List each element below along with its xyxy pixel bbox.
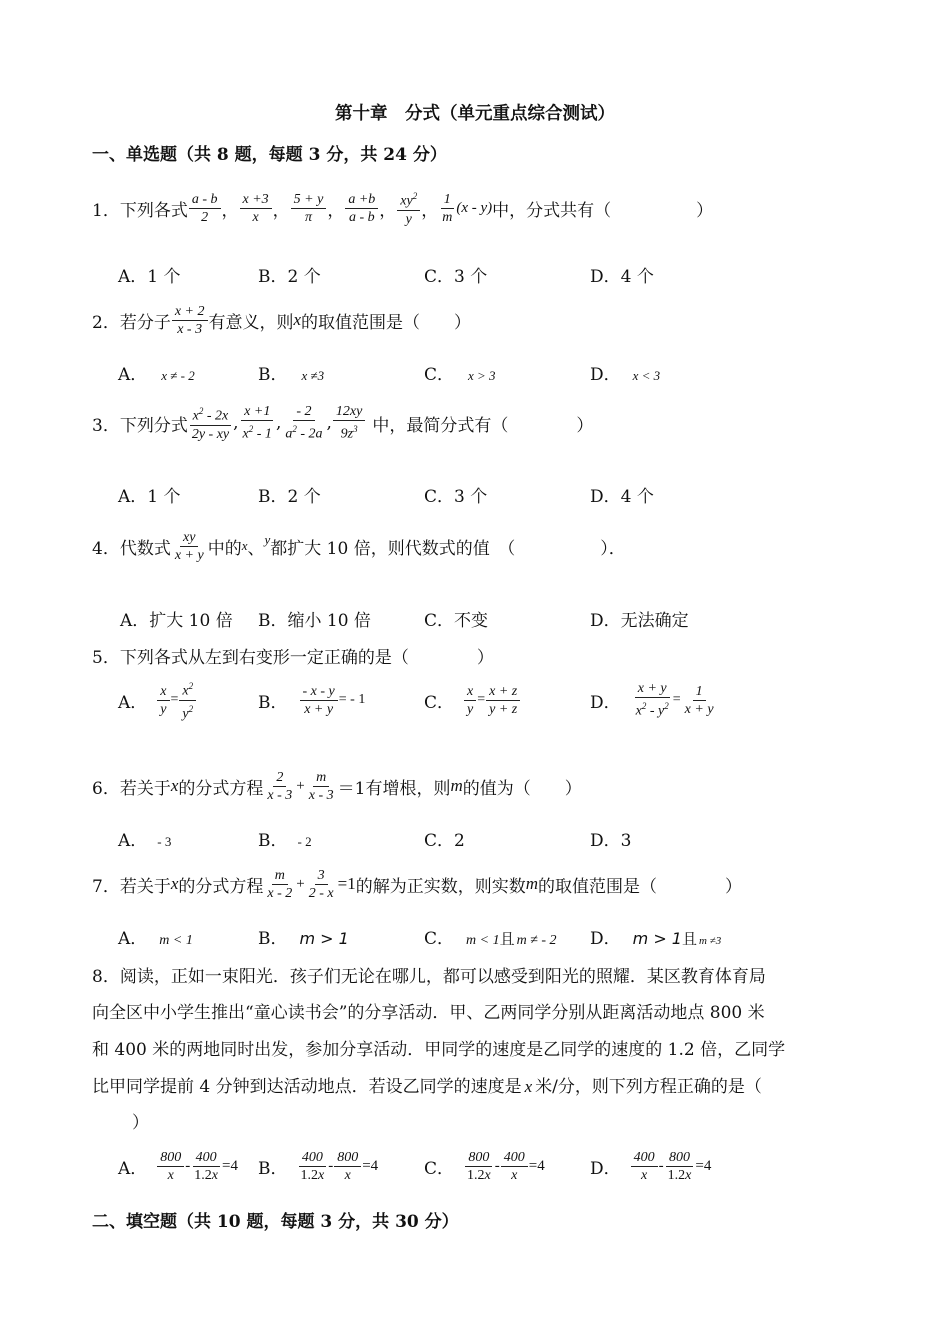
q7-option-b	[258, 924, 349, 949]
q4-suffix: 都扩大 10 倍，则代数式的值 （ ）．	[270, 538, 626, 559]
section-heading-2: 二、填空题（共 10 题，每题 3 分，共 30 分）	[92, 1212, 459, 1232]
q8-c-frac1: $\frac{800}{1.2x}$	[467, 1149, 491, 1183]
q2-option-d-math: x < 3	[632, 368, 661, 383]
q8-option-c-label: C．	[424, 1158, 455, 1179]
q4-option-c: C．不变	[424, 611, 489, 631]
q7-fraction-1: $\frac{m}{x - 2}$	[267, 867, 293, 901]
q6-post1: 有增根，则	[365, 778, 451, 799]
q2-option-c-math: x > 3	[468, 368, 496, 383]
q1-fraction-1: $\frac{a - b}{2}$	[189, 191, 221, 226]
q5-d-rhs: $\frac{1}{x + y}$	[684, 683, 714, 717]
question-6: 6．若关于 x 的分式方程 $\frac{2}{x - 3}$ + $\frac{m}{x - 3}$ ＝1 有增根，则 m 的值为（ ）	[92, 769, 582, 803]
q6-option-b	[258, 826, 312, 851]
q8-line-1: 8．阅读，正如一束阳光．孩子们无论在哪儿，都可以感受到阳光的照耀．某区教育体育局	[92, 967, 766, 987]
q7-option-c	[424, 924, 557, 949]
q6-option-a-label: A．	[118, 831, 148, 851]
q7-option-d	[590, 924, 721, 949]
q6-eq: ＝1	[337, 778, 366, 799]
q6-option-a	[118, 826, 171, 851]
q1-option-d: D．4 个	[590, 267, 654, 287]
q3-option-b: B．2 个	[258, 487, 321, 507]
q4-option-d: D．无法确定	[590, 611, 689, 631]
q3-fraction-2: $\frac{x +1}{x^2 - 1}$	[242, 404, 272, 442]
q7-fraction-2: $\frac{3}{2 - x}$	[308, 867, 334, 901]
q5-option-a: A． $\frac{x}{y}$ = $\frac{x^2}{y^2}$	[118, 676, 197, 724]
question-1: 1．下列各式 $\frac{a - b}{2}$ ， $\frac{x +3}{x}$ ， $\frac{5 + y}{\pi}$ ， $\frac{a +b}{a - b}$ ， $\frac{xy^2}{y}$ ， $\frac{1}{m}$ (x - y) 中，分式共有（ ）	[92, 176, 713, 240]
q3-suffix: 中，最简分式有（ ）	[372, 415, 594, 436]
q8-d-frac1: $\frac{400}{x}$	[631, 1149, 658, 1184]
q8-line-2: 向全区中小学生推出“童心读书会”的分享活动．甲、乙两同学分别从距离活动地点 800 米	[92, 1003, 765, 1023]
q2-option-a	[118, 360, 195, 385]
q7-m: m	[525, 874, 538, 893]
q7-option-c-label: C．	[424, 929, 455, 949]
q8-option-a: A． $\frac{800}{x}$ - $\frac{400}{1.2x}$ =4	[118, 1149, 238, 1183]
q8-line-3: 和 400 米的两地同时出发，参加分享活动．甲同学的速度是乙同学的速度的 1.2 倍，乙同学	[92, 1040, 786, 1060]
q4-option-a: A．扩大 10 倍	[120, 611, 233, 631]
q6-prefix: 6．若关于	[92, 778, 171, 799]
q7-option-d-conj: 且	[681, 930, 697, 948]
q7-prefix: 7．若关于	[92, 876, 171, 897]
q5-option-d-label: D．	[590, 692, 621, 713]
q7-option-b-label: B．	[258, 929, 288, 949]
q3-option-c: C．3 个	[424, 487, 488, 507]
q8-line-4b: 米/分，则下列方程正确的是（	[535, 1077, 762, 1097]
page-title: 第十章 分式（单元重点综合测试）	[335, 104, 615, 124]
q2-option-d-label: D．	[590, 365, 621, 385]
q8-option-d: D． $\frac{400}{x}$ - $\frac{800}{1.2x}$ =4	[590, 1149, 712, 1183]
q1-option-b: B．2 个	[258, 267, 321, 287]
q6-var: x	[170, 776, 179, 795]
q5-option-b: B． $\frac{- x - y}{x + y}$ = - 1	[258, 683, 366, 717]
q4-sep: 、	[247, 538, 265, 559]
q2-option-c-label: C．	[424, 365, 455, 385]
q6-option-d: D．3	[590, 831, 632, 851]
q2-option-a-math: x ≠ - 2	[161, 368, 195, 383]
q4-option-b: B．缩小 10 倍	[258, 611, 371, 631]
q2-option-b-label: B．	[258, 365, 288, 385]
question-4	[92, 516, 626, 576]
q1-fraction-3: $\frac{5 + y}{\pi}$	[291, 191, 327, 226]
q8-c-frac2: $\frac{400}{x}$	[501, 1149, 528, 1184]
q3-fraction-4: $\frac{12xy}{9z^3}$	[333, 403, 365, 443]
q1-option-a: A．1 个	[118, 267, 181, 287]
q6-mid: 的分式方程	[178, 778, 264, 799]
q7-option-b-math: m > 1	[299, 929, 349, 948]
section-heading-1: 一、单选题（共 8 题，每题 3 分，共 24 分）	[92, 145, 447, 165]
q2-option-a-label: A．	[118, 365, 148, 385]
q3-prefix: 3．下列分式	[92, 415, 188, 436]
q1-prefix: 1．下列各式	[92, 200, 188, 221]
q8-a-frac1: $\frac{800}{x}$	[157, 1149, 184, 1184]
q7-option-a-label: A．	[118, 929, 148, 949]
q7-option-d-label: D．	[590, 929, 621, 949]
q2-mid: 有意义，则	[208, 312, 294, 333]
q5-option-d: D． $\frac{x + y}{x^2 - y^2}$ = $\frac{1}{x + y}$	[590, 676, 718, 724]
q1-suffix: 中，分式共有（ ）	[492, 200, 714, 221]
q8-d-frac2: $\frac{800}{1.2x}$	[667, 1149, 692, 1183]
q8-line-5: ）	[132, 1113, 149, 1133]
q5-b-lhs: $\frac{- x - y}{x + y}$	[300, 683, 338, 718]
q7-mid: 的分式方程	[178, 876, 264, 897]
q4-var-x: x	[241, 538, 248, 553]
q2-option-b-math: x ≠3	[301, 368, 325, 383]
q8-a-frac2: $\frac{400}{1.2x}$	[194, 1149, 218, 1183]
q3-option-d: D．4 个	[590, 487, 654, 507]
q2-prefix: 2．若分子	[92, 312, 171, 333]
q1-fraction-4: $\frac{a +b}{a - b}$	[345, 191, 378, 226]
q6-option-a-math: - 3	[157, 834, 172, 849]
q5-a-lhs: $\frac{x}{y}$	[157, 683, 169, 718]
q8-b-frac1: $\frac{400}{1.2x}$	[300, 1149, 325, 1183]
q3-option-a: A．1 个	[118, 487, 181, 507]
q5-option-c-label: C．	[424, 692, 455, 713]
q1-fraction-5: $\frac{xy^2}{y}$	[397, 188, 420, 228]
q8-option-b: B． $\frac{400}{1.2x}$ - $\frac{800}{x}$ =4	[258, 1149, 379, 1183]
q5-c-lhs: $\frac{x}{y}$	[464, 683, 476, 718]
q7-eq: =1	[337, 874, 356, 893]
q7-post2: 的取值范围是（ ）	[538, 876, 742, 897]
q7-option-a-math: m < 1	[159, 933, 193, 948]
q5-d-lhs: $\frac{x + y}{x^2 - y^2}$	[635, 681, 669, 719]
q3-fraction-1: $\frac{x^2 - 2x}{2y - xy}$	[189, 403, 232, 443]
q8-option-a-label: A．	[118, 1158, 148, 1179]
q2-suffix: 的取值范围是（ ）	[301, 312, 472, 333]
q1-fraction-2: $\frac{x +3}{x}$	[240, 191, 272, 226]
q5-option-b-label: B．	[258, 692, 288, 713]
q8-option-b-label: B．	[258, 1158, 288, 1179]
q4-fraction: $\frac{xy}{x + y}$	[174, 529, 204, 563]
q8-option-c: C． $\frac{800}{1.2x}$ - $\frac{400}{x}$ =4	[424, 1149, 545, 1183]
q2-option-d	[590, 360, 660, 385]
q1-option-c: C．3 个	[424, 267, 488, 287]
q8-var: x	[524, 1077, 533, 1096]
q8-option-d-label: D．	[590, 1158, 621, 1179]
q2-option-b	[258, 360, 324, 385]
q2-var: x	[293, 310, 302, 329]
q6-option-b-math: - 2	[297, 834, 312, 849]
q5-option-a-label: A．	[118, 692, 148, 713]
q6-option-b-label: B．	[258, 831, 288, 851]
q7-option-c-math-2: m ≠ - 2	[516, 933, 557, 948]
q7-option-c-conj: 且	[499, 930, 515, 948]
q1-fraction-6: $\frac{1}{m}$	[442, 191, 453, 225]
question-7: 7．若关于 x 的分式方程 $\frac{m}{x - 2}$ + $\frac{3}{2 - x}$ =1 的解为正实数，则实数 m 的取值范围是（ ）	[92, 867, 742, 901]
q4-prefix: 4．代数式	[92, 538, 171, 559]
q8-line-4	[92, 1072, 762, 1097]
q4-var-y: y	[264, 532, 271, 547]
q2-option-c	[424, 360, 496, 385]
q7-option-d-math-1: m > 1	[632, 929, 682, 948]
q6-fraction-1: $\frac{2}{x - 3}$	[267, 769, 293, 803]
question-5: 5．下列各式从左到右变形一定正确的是（ ）	[92, 648, 494, 668]
q5-option-c: C． $\frac{x}{y}$ = $\frac{x + z}{y + z}$	[424, 676, 521, 724]
q6-fraction-2: $\frac{m}{x - 3}$	[308, 769, 334, 803]
q6-option-c: C．2	[424, 831, 465, 851]
q7-option-d-math-2: m ≠3	[699, 935, 722, 947]
question-3: 3．下列分式 $\frac{x^2 - 2x}{2y - xy}$ , $\frac{x +1}{x^2 - 1}$ , $\frac{- 2}{a^2 - 2a}$ , $\frac{12xy}{9z^3}$ 中，最简分式有（ ）	[92, 404, 594, 442]
q5-a-rhs: $\frac{x^2}{y^2}$	[179, 678, 196, 722]
q7-option-c-math-1: m < 1	[466, 933, 500, 948]
q7-var: x	[170, 874, 179, 893]
q6-m: m	[450, 776, 463, 795]
q6-post2: 的值为（ ）	[462, 778, 582, 799]
q3-fraction-3: $\frac{- 2}{a^2 - 2a}$	[285, 404, 323, 442]
q8-b-frac2: $\frac{800}{x}$	[334, 1149, 361, 1184]
q5-c-rhs: $\frac{x + z}{y + z}$	[486, 683, 520, 718]
q4-mid: 中的	[207, 538, 242, 559]
q7-post1: 的解为正实数，则实数	[355, 876, 526, 897]
q2-fraction: $\frac{x + 2}{x - 3}$	[172, 303, 208, 338]
q8-line-4a: 比甲同学提前 4 分钟到达活动地点．若设乙同学的速度是	[92, 1077, 522, 1097]
question-2	[92, 296, 471, 344]
q7-option-a	[118, 924, 193, 949]
